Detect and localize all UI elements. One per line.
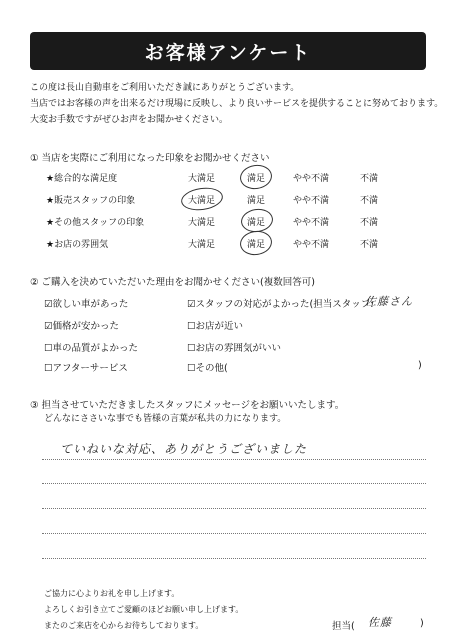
- message-line-2: [42, 483, 426, 484]
- q2-item-label: アフターサービス: [52, 363, 128, 374]
- footer-staff-label: 担当(: [332, 621, 355, 632]
- checkbox-empty-icon[interactable]: ☐: [44, 343, 53, 354]
- q2-item[interactable]: [44, 340, 138, 354]
- q2-item[interactable]: [187, 360, 228, 374]
- q2-item-label: 車の品質がよかった: [52, 343, 139, 354]
- checkbox-empty-icon[interactable]: ☐: [187, 343, 196, 354]
- intro-line-3: 大変お手数ですがぜひお声をお聞かせください。: [30, 115, 229, 125]
- q2-item[interactable]: [187, 340, 281, 354]
- q1-row-label: ★総合的な満足度: [46, 174, 118, 184]
- q1-row4-circle-mark: [238, 229, 273, 257]
- q1-row1-opt-2[interactable]: 満足: [247, 174, 266, 184]
- q2-item[interactable]: [187, 296, 373, 310]
- q2-item-label: スタッフの対応がよかった(担当スタッフ:: [195, 299, 374, 310]
- title-banner: [30, 32, 426, 70]
- checkbox-empty-icon[interactable]: ☐: [44, 363, 53, 374]
- message-line-5: [42, 558, 426, 559]
- checkbox-checked-icon[interactable]: ☑: [187, 299, 196, 310]
- q1-row-label: ★お店の雰囲気: [46, 240, 109, 250]
- q1-row-label: ★その他スタッフの印象: [46, 218, 145, 228]
- q1-row3-opt-4[interactable]: 不満: [360, 218, 379, 228]
- q1-row4-opt-2[interactable]: 満足: [247, 240, 266, 250]
- q2-item-label: 価格が安かった: [52, 321, 120, 332]
- intro-line-2: 当店ではお客様の声を出来るだけ現場に反映し、より良いサービスを提供することに努めております。: [30, 99, 444, 109]
- q2-item[interactable]: [44, 296, 128, 310]
- message-line-4: [42, 533, 426, 534]
- q1-row2-opt-1[interactable]: 大満足: [188, 196, 216, 206]
- checkbox-checked-icon[interactable]: ☑: [44, 299, 53, 310]
- q2-item-label: お店が近い: [195, 321, 244, 332]
- q1-row1-circle-mark: [238, 163, 273, 191]
- q1-row1-opt-1[interactable]: 大満足: [188, 174, 216, 184]
- footer-staff-handwritten[interactable]: 佐藤: [368, 616, 392, 629]
- q3-subheading: どんなにささいな事でも皆様の言葉が私共の力になります。: [44, 414, 287, 424]
- q1-row3-opt-3[interactable]: やや不満: [293, 218, 330, 228]
- message-line-1: [42, 459, 426, 460]
- q1-row1-opt-4[interactable]: 不満: [360, 174, 379, 184]
- checkbox-checked-icon[interactable]: ☑: [44, 321, 53, 332]
- footer-line-1: ご協力に心よりお礼を申し上げます。: [44, 589, 180, 598]
- q1-row-label: ★販売スタッフの印象: [46, 196, 136, 206]
- message-line-3: [42, 508, 426, 509]
- q1-row4-opt-3[interactable]: やや不満: [293, 240, 330, 250]
- q1-row3-opt-2[interactable]: 満足: [247, 218, 266, 228]
- q1-row3-opt-1[interactable]: 大満足: [188, 218, 216, 228]
- q1-row1-opt-3[interactable]: やや不満: [293, 174, 330, 184]
- q2-item[interactable]: [187, 318, 243, 332]
- q2-item-label: その他(: [195, 363, 228, 374]
- q2-heading: ② ご購入を決めていただいた理由をお聞かせください(複数回答可): [30, 277, 315, 288]
- q1-row2-circle-mark: [180, 185, 225, 213]
- q2-other-close-paren: ): [418, 360, 422, 371]
- q1-heading: ① 当店を実際にご利用になった印象をお聞かせください: [30, 153, 270, 164]
- q2-item[interactable]: [44, 360, 128, 374]
- intro-line-1: この度は長山自動車をご利用いただき誠にありがとうございます。: [30, 83, 300, 93]
- q2-item-label: お店の雰囲気がいい: [195, 343, 282, 354]
- q2-item[interactable]: [44, 318, 119, 332]
- checkbox-empty-icon[interactable]: ☐: [187, 321, 196, 332]
- q1-row2-opt-4[interactable]: 不満: [360, 196, 379, 206]
- footer-line-3: またのご来店を心からお待ちしております。: [44, 621, 204, 630]
- q2-staff-handwritten: 佐藤さん: [365, 295, 413, 308]
- checkbox-empty-icon[interactable]: ☐: [187, 363, 196, 374]
- q3-heading: ③ 担当させていただきましたスタッフにメッセージをお願いいたします。: [30, 400, 345, 411]
- q2-item-label: 欲しい車があった: [52, 299, 129, 310]
- page-title: お客様アンケート: [144, 41, 312, 64]
- q1-row4-opt-1[interactable]: 大満足: [188, 240, 216, 250]
- footer-staff-close-paren: ): [420, 618, 424, 629]
- footer-line-2: よろしくお引き立てご愛顧のほどお願い申し上げます。: [44, 605, 244, 614]
- q1-row2-opt-2[interactable]: 満足: [247, 196, 266, 206]
- q3-message-handwritten[interactable]: ていねいな対応、ありがとうございました: [60, 442, 308, 456]
- q1-row2-opt-3[interactable]: やや不満: [293, 196, 330, 206]
- q1-row4-opt-4[interactable]: 不満: [360, 240, 379, 250]
